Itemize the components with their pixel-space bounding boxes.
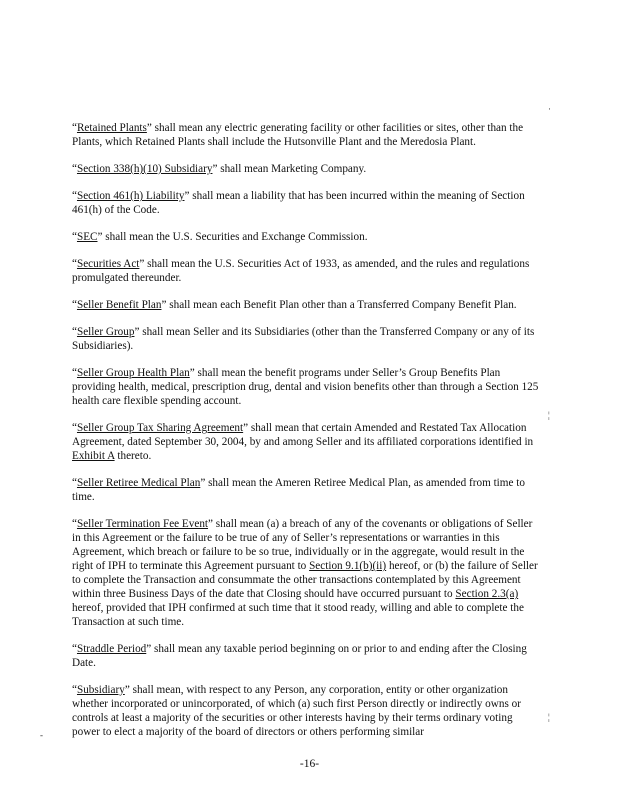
definition-straddle-period: “Straddle Period” shall mean any taxable period beginning on or prior to and ending after the Closing Date.: [72, 643, 527, 669]
scan-mark: ¦: [548, 410, 550, 420]
definitions-list: [72, 121, 540, 752]
defined-term: Seller Group Health Plan: [76, 367, 190, 379]
definition-seller-group: “Seller Group” shall mean Seller and its Subsidiaries (other than the Transferred Company or any of its Subsidiaries).: [72, 326, 535, 352]
defined-term: Section 461(h) Liability: [76, 190, 185, 202]
defined-term: Retained Plants: [76, 122, 147, 134]
defined-term: Seller Group: [76, 326, 135, 338]
definition-section-461-liability: “Section 461(h) Liability” shall mean a liability that has been incurred within the meaning of Section 461(h) of the Code.: [72, 190, 525, 216]
scan-mark: -: [40, 730, 43, 740]
defined-term: Section 338(h)(10) Subsidiary: [76, 163, 213, 175]
definition-seller-group-tax-sharing-agreement: “Seller Group Tax Sharing Agreement” shall mean that certain Amended and Restated Tax Allocation Agreement, dated September 30, 2004, by and among Seller and its affiliated corporations identified in Exhibit A thereto.: [72, 422, 534, 462]
defined-term: Securities Act: [76, 258, 140, 270]
section-reference: Section 2.3(a): [455, 588, 519, 600]
page-number: -16-: [299, 758, 320, 770]
definition-seller-termination-fee-event: “Seller Termination Fee Event” shall mean (a) a breach of any of the covenants or obligations of Seller in this Agreement or the failure to be true of any of Seller’s representations or warranties in this Agreement, which breach or failure to be so true, individually or in the aggregate, would result in the right of IPH to terminate this Agreement pursuant to Section 9.1(b)(ii) hereof, or (b) the failure of Seller to complete the Transaction and consummate the other transactions contemplated by this Agreement within three Business Days of the date that Closing should have occurred pursuant to Section 2.3(a) hereof, provided that IPH confirmed at such time that it stood ready, willing and able to complete the Transaction at such time.: [72, 518, 538, 628]
scan-mark: ·: [548, 104, 551, 114]
defined-term: Straddle Period: [76, 643, 147, 655]
defined-term: Seller Benefit Plan: [76, 299, 162, 311]
defined-term: Seller Retiree Medical Plan: [76, 477, 201, 489]
definition-seller-benefit-plan: “Seller Benefit Plan” shall mean each Benefit Plan other than a Transferred Company Benefit Plan.: [72, 299, 517, 311]
defined-term: Seller Group Tax Sharing Agreement: [76, 422, 244, 434]
definition-securities-act: “Securities Act” shall mean the U.S. Securities Act of 1933, as amended, and the rules and regulations promulgated thereunder.: [72, 258, 530, 284]
defined-term: Seller Termination Fee Event: [76, 518, 209, 530]
defined-term: SEC: [76, 231, 98, 243]
definition-subsidiary: “Subsidiary” shall mean, with respect to any Person, any corporation, entity or other organization whether incorporated or unincorporated, of which (a) such first Person directly or indirectly owns or controls at least a majority of the securities or other interests having by their terms ordinary voting power to elect a majority of the board of directors or others performing similar: [72, 684, 521, 738]
defined-term: Subsidiary: [76, 684, 125, 696]
exhibit-reference: Exhibit A: [72, 450, 115, 462]
definition-seller-group-health-plan: “Seller Group Health Plan” shall mean the benefit programs under Seller’s Group Benefits Plan providing health, medical, prescription drug, dental and vision benefits other than through a Section 125 health care flexible spending account.: [72, 367, 539, 407]
section-reference: Section 9.1(b)(ii): [309, 560, 387, 572]
scan-mark: ¦: [548, 712, 550, 722]
definition-section-338-subsidiary: “Section 338(h)(10) Subsidiary” shall mean Marketing Company.: [72, 163, 367, 175]
definition-retained-plants: “Retained Plants” shall mean any electric generating facility or other facilities or sites, other than the Plants, which Retained Plants shall include the Hutsonville Plant and the Meredosia Plant.: [72, 122, 524, 148]
definition-sec: “SEC” shall mean the U.S. Securities and Exchange Commission.: [72, 231, 368, 243]
definition-seller-retiree-medical-plan: “Seller Retiree Medical Plan” shall mean the Ameren Retiree Medical Plan, as amended from time to time.: [72, 477, 525, 503]
